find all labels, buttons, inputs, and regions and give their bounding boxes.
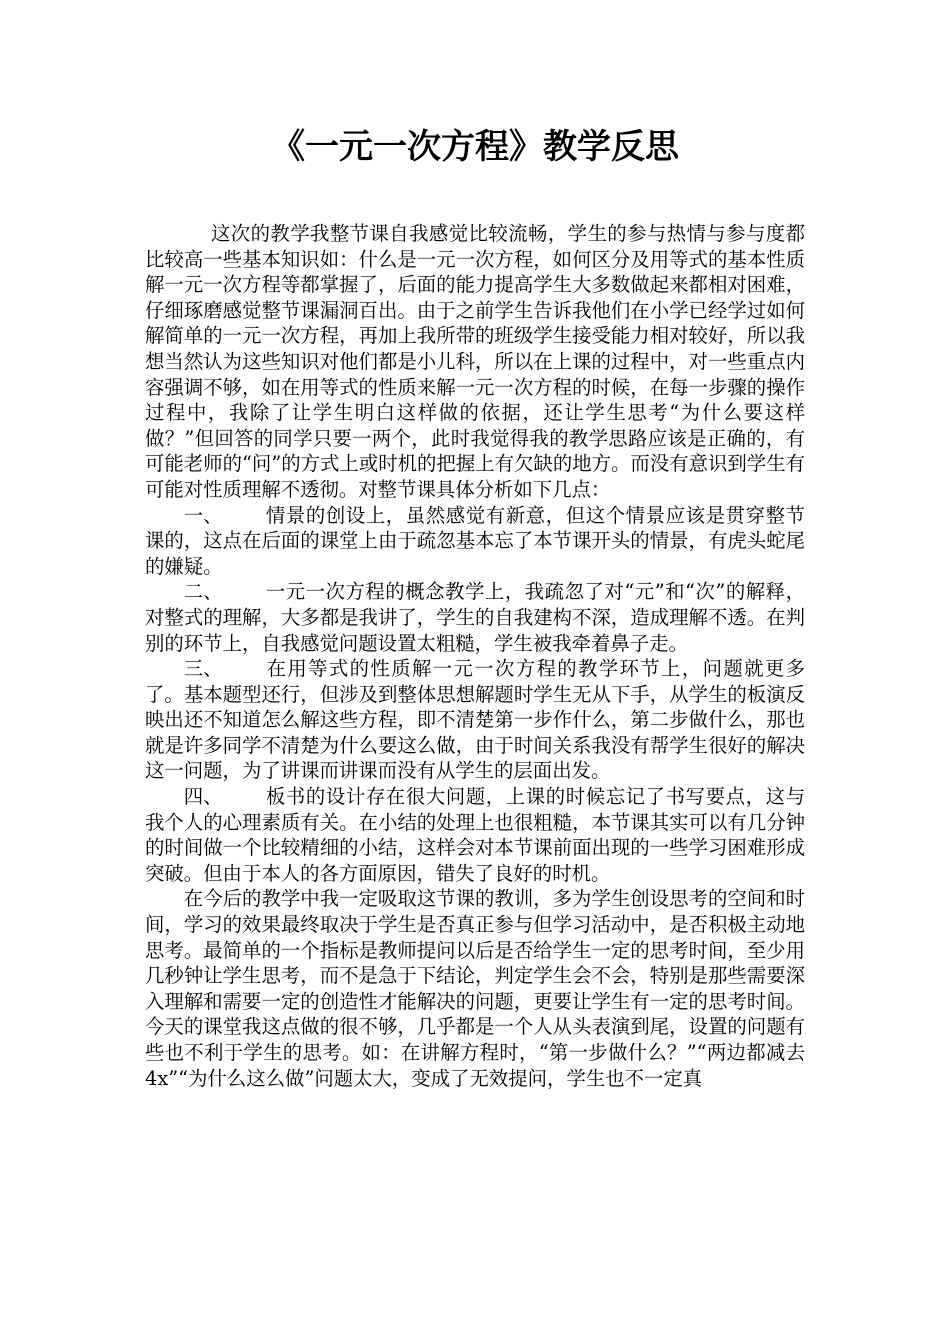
point-text-2: 一元一次方程的概念教学上，我疏忽了对“元”和“次”的解释，对整式的理解，大多都是我讲了，学生的自我建构不深，造成理解不透。在判别的环节上，自我感觉问题设置太粗糙，学生被我牵着鼻子走。 (145, 580, 805, 655)
conclusion-paragraph: 在今后的教学中我一定吸取这节课的教训，多为学生创设思考的空间和时间，学习的效果最终取决于学生是否真正参与但学习活动中，是否积极主动地思考。最简单的一个指标是教师提问以后是否给学生一定的思考时间，至少用几秒钟让学生思考，而不是急于下结论，判定学生会不会，特别是那些需要深入理解和需要一定的创造性才能解决的问题，更要让学生有一定的思考时间。今天的课堂我这点做的很不够，几乎都是一个人从头表演到尾，设置的问题有些也不利于学生的思考。如：在讲解方程时，“第一步做什么？”“两边都减去4x”“为什么这么做”问题太大，变成了无效提问，学生也不一定真 (145, 887, 805, 1090)
point-text-1: 情景的创设上，虽然感觉有新意，但这个情景应该是贯穿整节课的，这点在后面的课堂上由于疏忽基本忘了本节课开头的情景，有虎头蛇尾的嫌疑。 (145, 503, 805, 578)
point-paragraph-1 (145, 503, 805, 580)
point-paragraph-2 (145, 579, 805, 656)
point-number-1: 一、 (183, 503, 223, 527)
point-number-3: 三、 (183, 657, 223, 681)
point-paragraph-4 (145, 784, 805, 886)
point-text-4: 板书的设计存在很大问题，上课的时候忘记了书写要点，这与我个人的心理素质有关。在小结的处理上也很粗糙，本节课其实可以有几分钟的时间做一个比较精细的小结，这样会对本节课前面出现的一些学习困难形成突破。但由于本人的各方面原因，错失了良好的时机。 (145, 785, 805, 885)
intro-paragraph: 这次的教学我整节课自我感觉比较流畅，学生的参与热情与参与度都比较高一些基本知识如：什么是一元一次方程，如何区分及用等式的基本性质解一元一次方程等都掌握了，后面的能力提高学生大多数做起来都相对困难，仔细琢磨感觉整节课漏洞百出。由于之前学生告诉我他们在小学已经学过如何解简单的一元一次方程，再加上我所带的班级学生接受能力相对较好，所以我想当然认为这些知识对他们都是小儿科，所以在上课的过程中，对一些重点内容强调不够，如在用等式的性质来解一元一次方程的时候，在每一步骤的操作过程中，我除了让学生明白这样做的依据，还让学生思考“为什么要这样做？”但回答的同学只要一两个，此时我觉得我的教学思路应该是正确的，有可能老师的“问”的方式上或时机的把握上有欠缺的地方。而没有意识到学生有可能对性质理解不透彻。对整节课具体分析如下几点： (145, 222, 805, 501)
document-title: 《一元一次方程》教学反思 (271, 127, 679, 167)
point-number-4: 四、 (183, 785, 223, 809)
point-paragraph-3 (145, 656, 805, 784)
point-number-2: 二、 (183, 580, 223, 604)
point-text-3: 在用等式的性质解一元一次方程的教学环节上，问题就更多了。基本题型还行，但涉及到整体思想解题时学生无从下手，从学生的板演反映出还不知道怎么解这些方程，即不清楚第一步作什么，第二步做什么，那也就是许多同学不清楚为什么要这么做，由于时间关系我没有帮学生很好的解决这一问题，为了讲课而讲课而没有从学生的层面出发。 (145, 657, 805, 783)
document-body (145, 221, 805, 1091)
